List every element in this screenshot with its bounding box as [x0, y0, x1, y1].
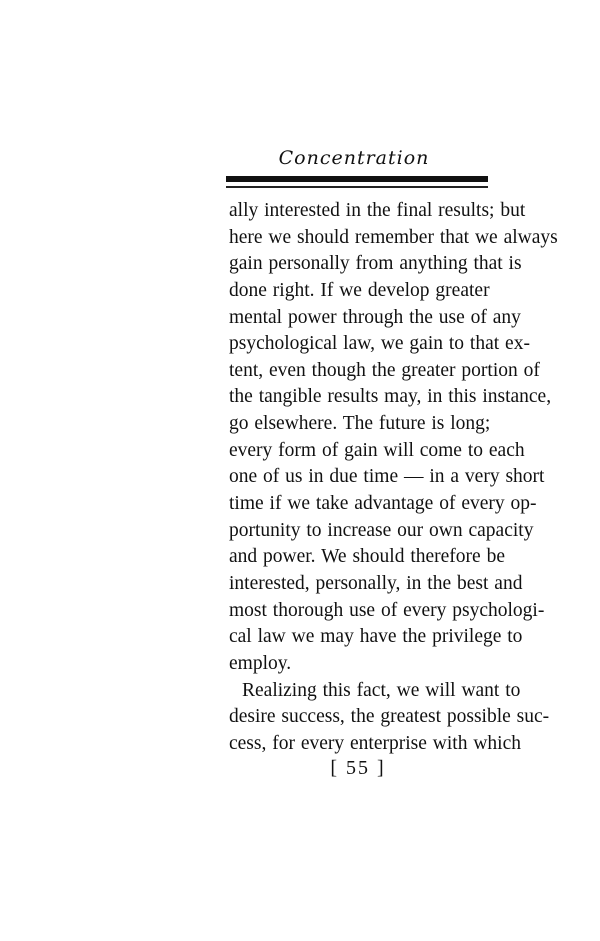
text-line: cal law we may have the privilege to [229, 626, 523, 648]
text-line: gain personally from anything that is [229, 253, 522, 275]
text-line: most thorough use of every psychologi- [229, 599, 545, 621]
text-line: time if we take advantage of every op- [229, 493, 537, 515]
text-line: here we should remember that we always [229, 226, 558, 248]
text-line: the tangible results may, in this instance, [229, 386, 552, 408]
text-line: cess, for every enterprise with which [229, 732, 521, 754]
text-line: desire success, the greatest possible suc- [229, 706, 550, 728]
text-line: portunity to increase our own capacity [229, 519, 534, 541]
running-title: Concentration [278, 147, 430, 169]
page-number: [ 55 ] [330, 757, 386, 779]
text-line: and power. We should therefore be [229, 546, 505, 568]
text-line: psychological law, we gain to that ex- [229, 333, 530, 355]
text-line: ally interested in the final results; but [229, 200, 526, 221]
text-line: done right. If we develop greater [229, 279, 490, 301]
header-rule-thin [226, 186, 488, 188]
header-rule-thick [226, 176, 488, 182]
text-line: one of us in due time — in a very short [229, 466, 545, 488]
text-line: tent, even though the greater portion of [229, 359, 540, 381]
text-line: interested, personally, in the best and [229, 572, 523, 594]
text-line: employ. [229, 652, 292, 674]
text-line: go elsewhere. The future is long; [229, 413, 491, 435]
body-text [229, 198, 558, 757]
text-line: Realizing this fact, we will want to [242, 679, 521, 701]
text-line: every form of gain will come to each [229, 439, 525, 461]
text-line: mental power through the use of any [229, 306, 521, 328]
